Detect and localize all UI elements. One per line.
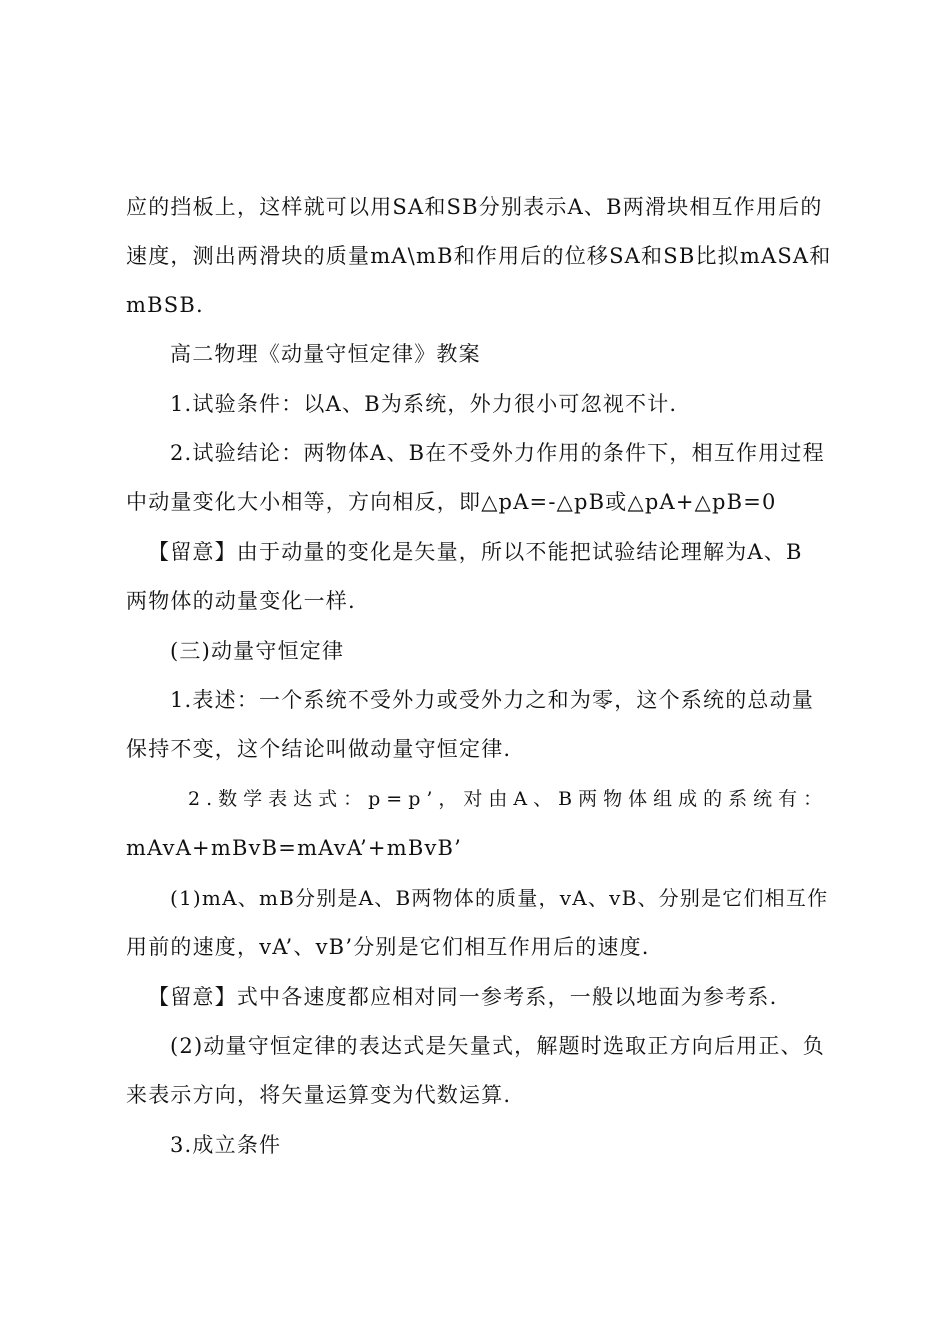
text-line: 用前的速度，vA’、vB’分别是它们相互作用后的速度. [126,935,650,959]
text-line: 高二物理《动量守恒定律》教案 [170,342,481,366]
lesson-title [126,330,832,379]
paragraph-experiment-conclusion [126,429,832,527]
text-line: 保持不变，这个结论叫做动量守恒定律. [126,737,512,761]
text-line: 速度，测出两滑块的质量mA\mB和作用后的位移SA和SB比拟mASA和 [126,244,832,268]
paragraph-math-expression [126,775,832,873]
text-line: 1.试验条件：以A、B为系统，外力很小可忽视不计. [170,392,678,416]
text-line: (1)mA、mB分别是A、B两物体的质量，vA、vB、分别是它们相互作 [170,886,829,910]
paragraph-conditions-heading [126,1121,832,1170]
paragraph-vector-form [126,1022,832,1120]
text-line: 【留意】由于动量的变化是矢量，所以不能把试验结论理解为A、B [148,540,803,564]
text-line: (2)动量守恒定律的表达式是矢量式，解题时选取正方向后用正、负 [170,1034,825,1058]
paragraph-continuation [126,183,832,330]
section-heading [126,627,832,676]
paragraph-statement [126,676,832,774]
text-line: 两物体的动量变化一样. [126,589,356,613]
text-line: 来表示方向，将矢量运算变为代数运算. [126,1083,512,1107]
text-line: 2.数学表达式：p=p’，对由A、B两物体组成的系统有： [188,788,829,810]
text-line: 【留意】式中各速度都应相对同一参考系，一般以地面为参考系. [148,985,778,1009]
text-line: 1.表述：一个系统不受外力或受外力之和为零，这个系统的总动量 [170,688,815,712]
paragraph-variables [126,874,832,972]
paragraph-note-reference-frame [126,973,832,1022]
text-line: 2.试验结论：两物体A、B在不受外力作用的条件下，相互作用过程 [170,441,825,465]
text-line: 中动量变化大小相等，方向相反，即△pA=-△pB或△pA+△pB=0 [126,490,777,514]
paragraph-note-vector [126,528,832,626]
text-line: 3.成立条件 [170,1133,282,1157]
formula-line: mAvA+mBvB=mAvA’+mBvB’ [126,836,463,860]
text-line: (三)动量守恒定律 [170,639,345,663]
paragraph-experiment-conditions [126,380,832,429]
text-line: 应的挡板上，这样就可以用SA和SB分别表示A、B两滑块相互作用后的 [126,195,823,219]
text-line: mBSB. [126,293,204,317]
